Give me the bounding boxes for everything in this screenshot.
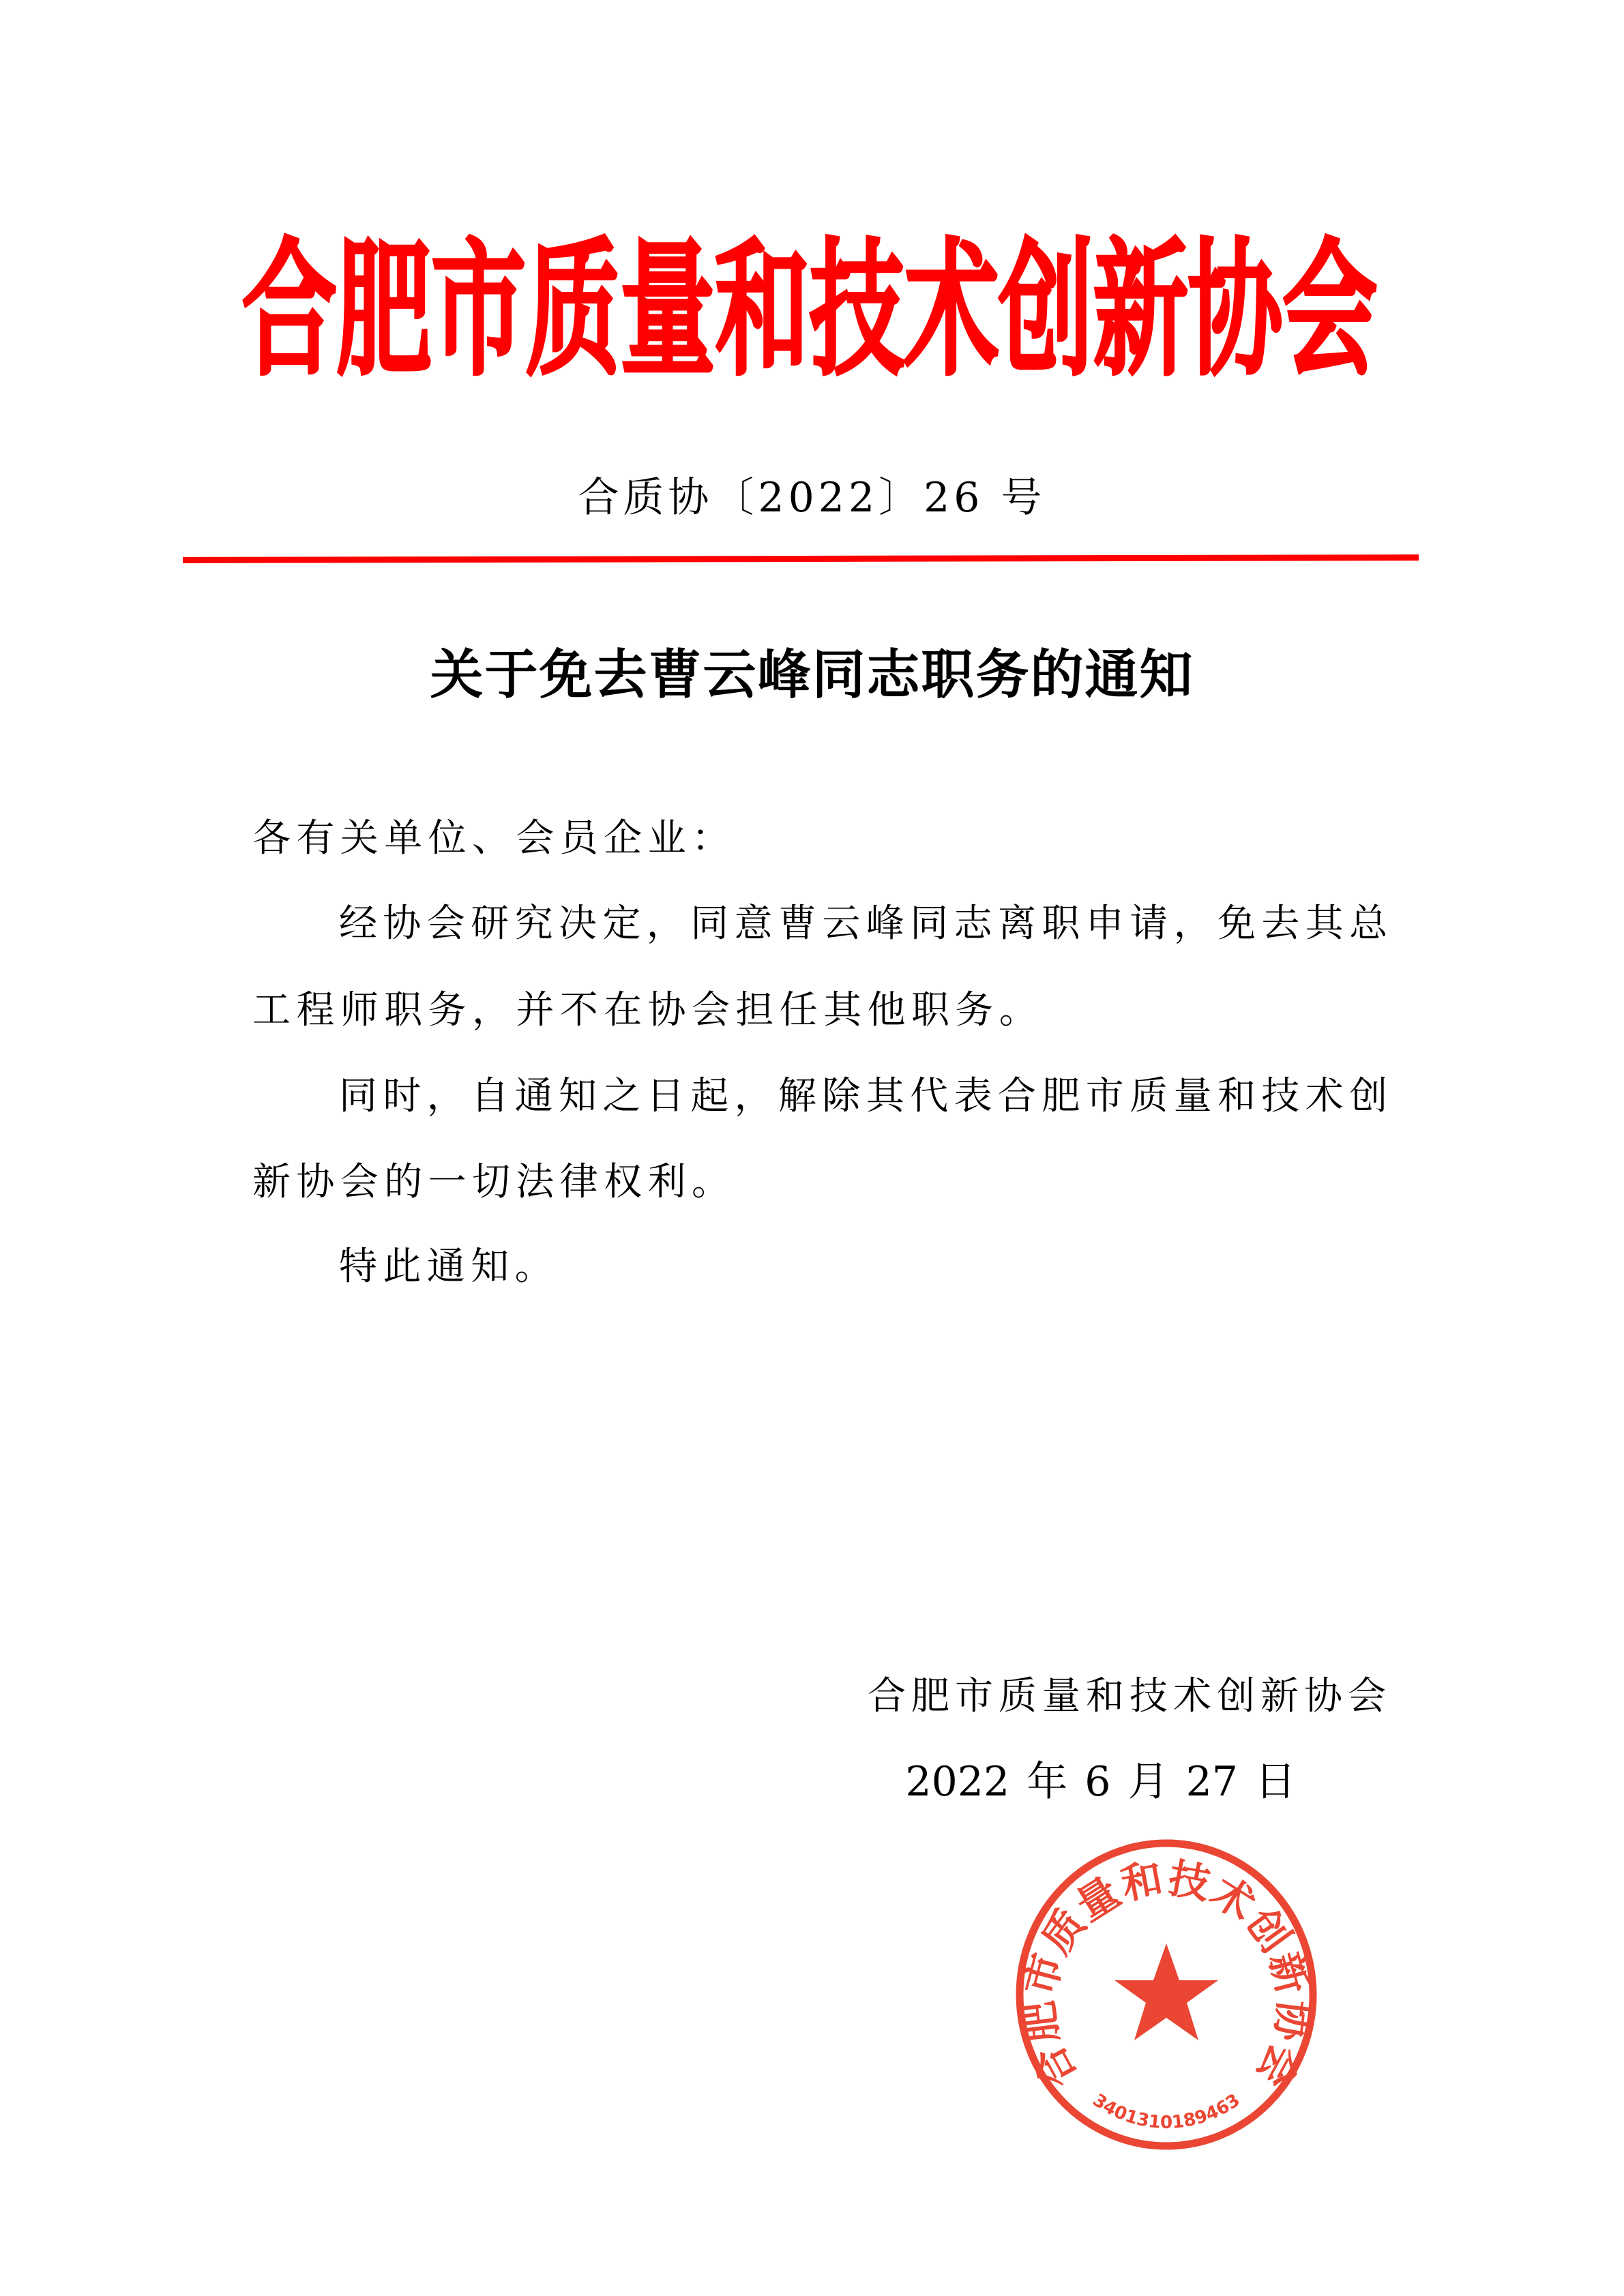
letterhead-text: 合肥市质量和技术创新协会: [242, 224, 1378, 396]
seal-star-icon: [1114, 1943, 1218, 2040]
paragraph-1-line-2: 工程师职务，并不在协会担任其他职务。: [252, 988, 1044, 1032]
official-seal: [1003, 1834, 1330, 2162]
signature-date: 2022 年 6 月 27 日: [905, 1758, 1296, 1806]
seal-code: 3401310189463: [1089, 2089, 1244, 2133]
paragraph-2-line-1: 同时，自通知之日起，解除其代表合肥市质量和技术创: [339, 1074, 1393, 1118]
organization-letterhead-title: [242, 224, 1381, 396]
closing: 特此通知。: [339, 1244, 559, 1289]
seal-text: 合肥市质量和技术创新协会: [1014, 1854, 1318, 2096]
document-number: 合质协〔2022〕26 号: [578, 474, 1046, 522]
paragraph-1-line-1: 经协会研究决定，同意曹云峰同志离职申请，免去其总: [339, 901, 1393, 946]
signature-organization: 合肥市质量和技术创新协会: [868, 1674, 1391, 1718]
red-divider: [183, 554, 1419, 563]
paragraph-2-line-2: 新协会的一切法律权利。: [252, 1160, 736, 1204]
notice-title: 关于免去曹云峰同志职务的通知: [430, 644, 1194, 706]
salutation: 各有关单位、会员企业：: [252, 816, 736, 861]
